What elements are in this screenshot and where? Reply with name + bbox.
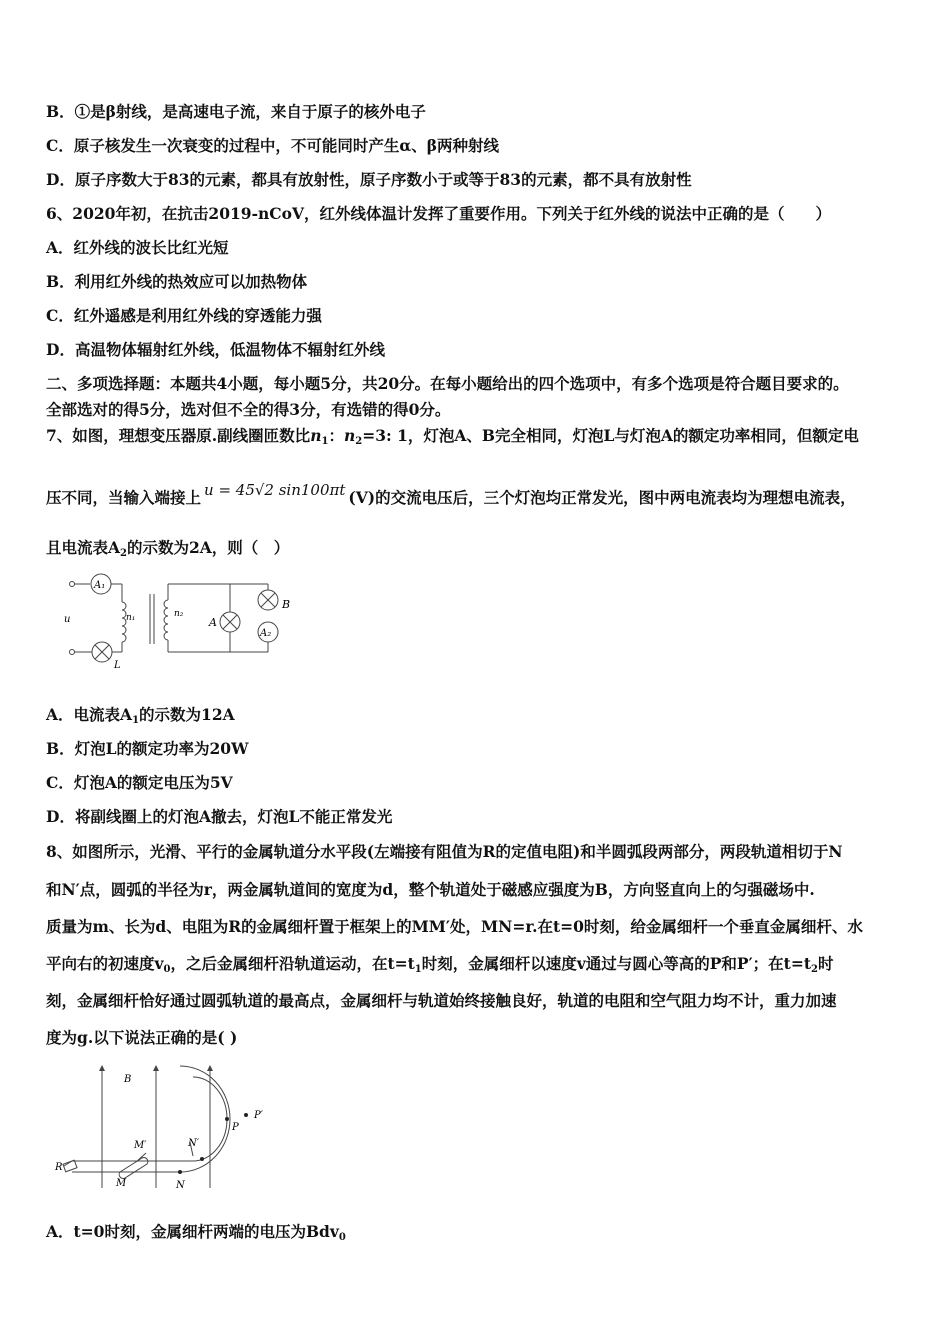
- fig8-label-p-prime: P′: [254, 1110, 263, 1121]
- fig8-label-p: P: [232, 1122, 239, 1133]
- fig8-point-p: [225, 1117, 229, 1121]
- q7-stem-line2: 压不同，当输入端接上 u = 45√2 sin100πt (V)的交流电压后，三个灯泡均正常发光，图中两电流表均为理想电流表，: [46, 481, 856, 507]
- fig8-label-r: R: [55, 1162, 63, 1173]
- fig7-label-lamp-a: A: [209, 616, 217, 629]
- q6-option-a: A．红外线的波长比红光短: [46, 238, 229, 257]
- q6-option-c: C．红外遥感是利用红外线的穿透能力强: [46, 306, 322, 325]
- fig8-label-m-prime: M′: [134, 1140, 147, 1151]
- q8-stem-line1: 8、如图所示，光滑、平行的金属轨道分水平段(左端接有阻值为R的定值电阻)和半圆弧段两部分，两段轨道相切于N: [46, 842, 843, 861]
- fig8-point-n: [178, 1170, 182, 1174]
- q7-option-c: C．灯泡A的额定电压为5V: [46, 773, 233, 792]
- q8-stem-line5: 刻，金属细杆恰好通过圆弧轨道的最高点，金属细杆与轨道始终接触良好，轨道的电阻和空气阻力均不计，重力加速: [46, 991, 837, 1010]
- q8-stem-line6: 度为g.以下说法正确的是( ): [46, 1028, 238, 1047]
- q7-option-b: B．灯泡L的额定功率为20W: [46, 739, 249, 758]
- q6-option-d: D．高温物体辐射红外线，低温物体不辐射红外线: [46, 340, 385, 359]
- fig8-point-p-prime: [244, 1113, 248, 1117]
- fig7-label-a2: A₂: [260, 628, 272, 639]
- q8-option-a: A．t=0时刻，金属细杆两端的电压为Bdv$_0$: [46, 1222, 346, 1243]
- q5-option-d: D．原子序数大于83的元素，都具有放射性，原子序数小于或等于83的元素，都不具有放射性: [46, 170, 692, 189]
- q8-rail-figure: [50, 1058, 280, 1198]
- q7-formula: u = 45√2 sin100πt: [204, 481, 346, 499]
- fig7-label-u: u: [64, 614, 71, 625]
- q7-circuit-figure: [60, 572, 310, 672]
- q7-option-a: A．电流表$A_1$的示数为12A: [46, 705, 235, 726]
- fig7-label-a1: A₁: [94, 580, 106, 591]
- q8-stem-line3: 质量为m、长为d、电阻为R的金属细杆置于框架上的MM′处，MN=r.在t=0时刻，给金属细杆一个垂直金属细杆、水: [46, 917, 863, 936]
- section2-heading-line2: 全部选对的得5分，选对但不全的得3分，有选错的得0分。: [46, 400, 451, 419]
- fig8-label-m: M: [116, 1178, 127, 1189]
- fig7-label-n2: n₂: [174, 609, 184, 619]
- fig8-label-n-prime: N′: [188, 1138, 200, 1149]
- q5-option-b: B．①是β射线，是高速电子流，来自于原子的核外电子: [46, 102, 426, 121]
- q8-stem-line4: 平向右的初速度$v_0$，之后金属细杆沿轨道运动，在$t=t_1$时刻，金属细杆以速度v通过与圆心等高的P和P′；在$t=t_2$时: [46, 954, 834, 975]
- fig7-label-n1: n₁: [126, 613, 136, 623]
- q5-option-c: C．原子核发生一次衰变的过程中，不可能同时产生α、β两种射线: [46, 136, 500, 155]
- fig7-label-lamp-b: B: [282, 598, 291, 611]
- section2-heading-line1: 二、多项选择题：本题共4小题，每小题5分，共20分。在每小题给出的四个选项中，有多个选项是符合题目要求的。: [46, 374, 849, 393]
- fig7-label-lamp-l: L: [114, 660, 121, 671]
- fig8-label-b: B: [124, 1074, 132, 1085]
- q6-stem: 6、2020年初，在抗击2019-nCoV，红外线体温计发挥了重要作用。下列关于红外线的说法中正确的是（ ）: [46, 204, 831, 223]
- q7-stem-line1: 7、如图，理想变压器原.副线圈匝数比$n_1$：$n_2=3$: 1，灯泡A、B完全相同，灯泡L与灯泡A的额定功率相同，但额定电: [46, 426, 859, 447]
- fig8-point-n-prime: [200, 1157, 204, 1161]
- q8-stem-line2: 和N′点，圆弧的半径为r，两金属轨道间的宽度为d，整个轨道处于磁感应强度为B，方向竖直向上的匀强磁场中.: [46, 880, 815, 899]
- fig8-label-n: N: [176, 1180, 185, 1191]
- q6-option-b: B．利用红外线的热效应可以加热物体: [46, 272, 308, 291]
- q7-stem-line3: 且电流表$A_2$的示数为2A，则（ ）: [46, 538, 290, 559]
- q7-option-d: D．将副线圈上的灯泡A撤去，灯泡L不能正常发光: [46, 807, 393, 826]
